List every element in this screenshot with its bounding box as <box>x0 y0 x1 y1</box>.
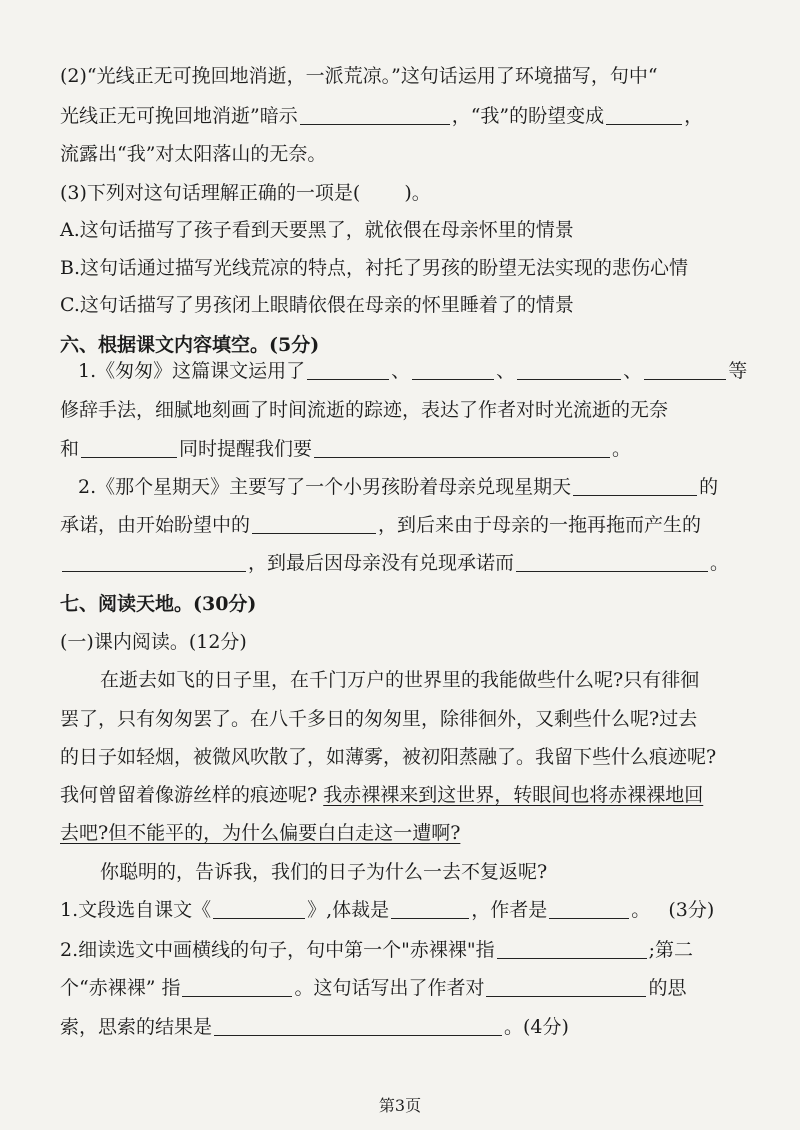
score-label: (3分) <box>668 899 715 921</box>
option-text: A.这句话描写了孩子看到天要黑了，就依偎在母亲怀里的情景 <box>60 219 574 241</box>
s7-q2-text-b: ;第二 <box>648 939 694 961</box>
passage-line-5 <box>60 821 460 845</box>
passage-line-3: 的日子如轻烟，被微风吹散了，如薄雾，被初阳蒸融了。我留下些什么痕迹呢? <box>60 746 717 768</box>
q2-text-c: ， <box>684 105 704 127</box>
answer-blank[interactable] <box>81 439 177 458</box>
answer-blank[interactable] <box>606 106 682 125</box>
s7-q1-text-b: 》,体裁是 <box>307 899 390 921</box>
q2-text-a: 光线正无可挽回地消逝”暗示 <box>60 105 298 127</box>
s6-q1-end: 等 <box>728 360 748 382</box>
section7-sub1: (一)课内阅读。(12分) <box>60 631 247 653</box>
s7-q1-text-c: ，作者是 <box>471 899 548 921</box>
passage-line-2: 罢了，只有匆匆罢了。在八千多日的匆匆里，除徘徊外，又剩些什么呢?过去 <box>60 708 698 730</box>
section7-title: 七、阅读天地。(30分) <box>60 593 257 615</box>
q2-text-d: 流露出“我”对太阳落山的无奈。 <box>60 143 327 165</box>
q2-text: (2)“光线正无可挽回地消逝，一派荒凉。”这句话运用了环境描写，句中“ <box>60 65 658 87</box>
s6-q2-text3b: 。 <box>710 552 730 574</box>
s6-q1-text2: 修辞手法，细腻地刻画了时间流逝的踪迹，表达了作者对时光流逝的无奈 <box>60 399 669 421</box>
s6-q1-line3 <box>60 437 631 461</box>
s6-q1-line1 <box>78 359 747 383</box>
s6-q2-line1 <box>78 475 718 499</box>
s7-q2-text3a: 索，思索的结果是 <box>60 1016 213 1038</box>
s7-q2-text3b: 。(4分) <box>504 1016 569 1038</box>
answer-blank[interactable] <box>62 553 246 572</box>
option-text: C.这句话描写了男孩闭上眼睛依偎在母亲的怀里睡着了的情景 <box>60 294 574 316</box>
s7-q2-text2a: 个“赤裸裸” 指 <box>60 977 181 999</box>
q3-stem-a: (3)下列对这句话理解正确的一项是( <box>60 182 361 204</box>
s7-q2-line2 <box>60 976 687 1000</box>
s6-q2-text2a: 承诺，由开始盼望中的 <box>60 514 251 536</box>
s6-q2-text: 2.《那个星期天》主要写了一个小男孩盼着母亲兑现星期天 <box>78 476 572 498</box>
separator: 、 <box>623 360 643 382</box>
answer-blank[interactable] <box>573 477 697 496</box>
s6-q2-text2b: ，到后来由于母亲的一拖再拖而产生的 <box>378 514 702 536</box>
answer-blank[interactable] <box>391 900 469 919</box>
answer-blank[interactable] <box>486 978 646 997</box>
answer-blank[interactable] <box>497 940 647 959</box>
answer-blank[interactable] <box>644 361 726 380</box>
passage-line-4 <box>60 783 703 807</box>
q2-text-b: ，“我”的盼望变成 <box>451 105 605 127</box>
answer-blank[interactable] <box>549 900 629 919</box>
s6-q2-text3a: ，到最后因母亲没有兑现承诺而 <box>248 552 515 574</box>
answer-blank[interactable] <box>307 361 389 380</box>
s6-q2-line3 <box>60 551 729 575</box>
passage-line-1: 在逝去如飞的日子里，在千门万户的世界里的我能做些什么呢?只有徘徊 <box>100 669 700 691</box>
section6-title: 六、根据课文内容填空。(5分) <box>60 334 320 356</box>
separator: 、 <box>496 360 516 382</box>
q3-option-c <box>60 293 574 317</box>
s7-q2-text: 2.细读选文中画横线的句子，句中第一个"赤裸裸"指 <box>60 939 495 961</box>
s6-q2-text-b: 的 <box>699 476 719 498</box>
s6-q2-line2 <box>60 513 701 537</box>
separator: 、 <box>391 360 411 382</box>
s7-q2-line3 <box>60 1015 569 1039</box>
s7-q2-text2c: 的思 <box>648 977 687 999</box>
q3-stem <box>60 181 431 205</box>
answer-blank[interactable] <box>517 361 621 380</box>
q2-line2 <box>60 104 703 128</box>
answer-blank[interactable] <box>516 553 708 572</box>
answer-blank[interactable] <box>412 361 494 380</box>
answer-blank[interactable] <box>214 1017 502 1036</box>
q3-option-a <box>60 218 574 242</box>
answer-blank[interactable] <box>300 106 450 125</box>
page-number: 第3页 <box>378 1096 422 1115</box>
s6-q1-text3c: 。 <box>612 438 632 460</box>
passage-line-6: 你聪明的，告诉我，我们的日子为什么一去不复返呢? <box>100 861 548 883</box>
answer-blank[interactable] <box>213 900 305 919</box>
q3-option-b <box>60 256 688 280</box>
answer-blank[interactable] <box>252 515 376 534</box>
s7-q1-text: 1.文段选自课文《 <box>60 899 212 921</box>
s7-q2-text2b: 。这句话写出了作者对 <box>294 977 485 999</box>
s6-q1-text3b: 同时提醒我们要 <box>179 438 313 460</box>
s7-q2-line1 <box>60 938 693 962</box>
s6-q1-text3a: 和 <box>60 438 80 460</box>
option-text: B.这句话通过描写光线荒凉的特点，衬托了男孩的盼望无法实现的悲伤心情 <box>60 257 689 279</box>
underlined-sentence: 去吧?但不能平的，为什么偏要白白走这一遭啊? <box>60 822 461 844</box>
answer-blank[interactable] <box>182 978 292 997</box>
passage-text: 我何曾留着像游丝样的痕迹呢? <box>60 784 318 806</box>
underlined-sentence: 我赤裸裸来到这世界，转眼间也将赤裸裸地回 <box>323 784 704 806</box>
q2-line1 <box>60 64 658 88</box>
answer-blank[interactable] <box>314 439 610 458</box>
s6-q1-text: 1.《匆匆》这篇课文运用了 <box>78 360 306 382</box>
s7-q1 <box>60 898 714 922</box>
q2-line3 <box>60 142 326 166</box>
s7-q1-text-d: 。 <box>631 899 651 921</box>
s6-q1-line2 <box>60 398 668 422</box>
q3-stem-b: )。 <box>404 182 431 204</box>
